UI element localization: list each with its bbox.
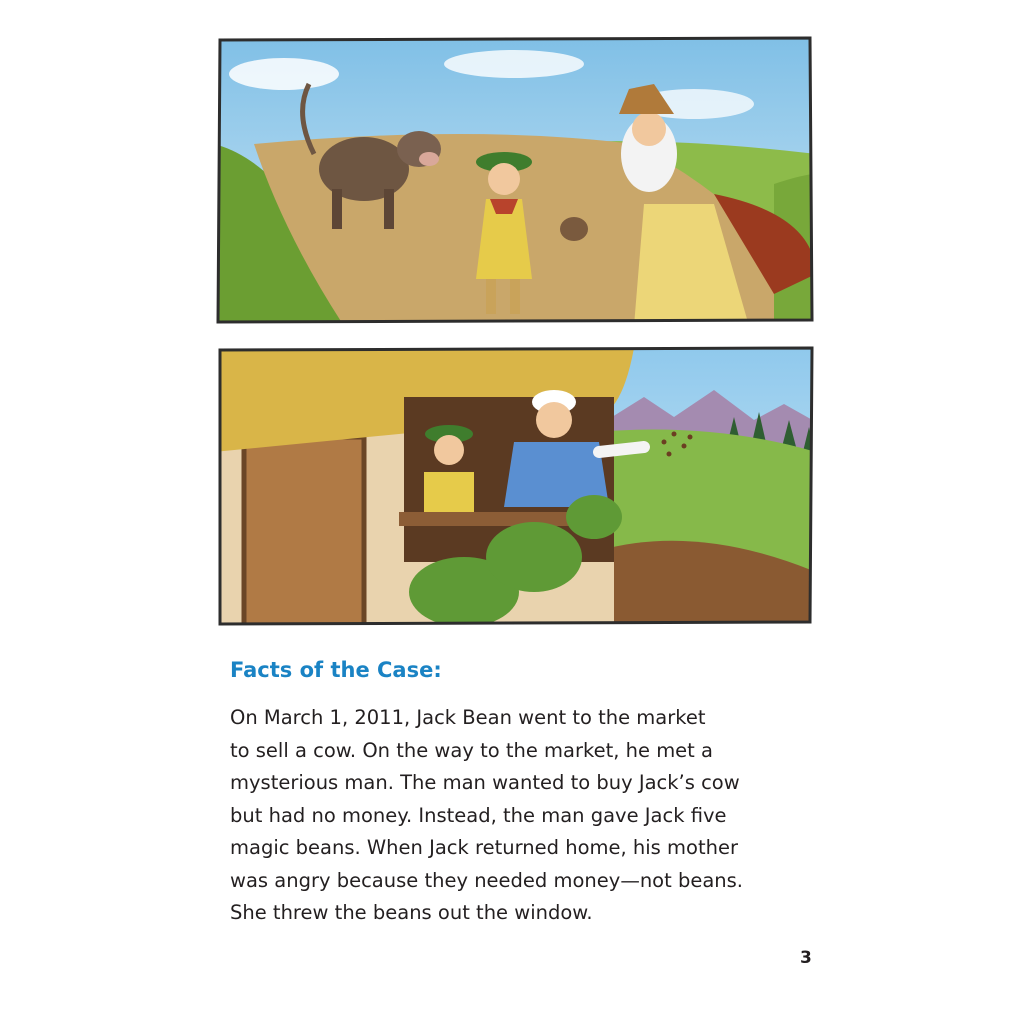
story-line: mysterious man. The man wanted to buy Jack’s cow — [230, 771, 740, 794]
cloud — [444, 50, 584, 78]
story-line: magic beans. When Jack returned home, his mother — [230, 836, 738, 859]
jack-in-window — [424, 425, 474, 522]
story-line: was angry because they needed money—not beans. — [230, 868, 743, 892]
story-paragraph — [230, 702, 830, 930]
page-number: 3 — [800, 948, 812, 968]
cloud — [229, 58, 339, 90]
story-line: to sell a cow. On the way to the market, he met a — [230, 738, 713, 762]
cottage-door — [244, 437, 364, 628]
story-line: On March 1, 2011, Jack Bean went to the market — [230, 706, 706, 729]
illustration-jack-meets-mysterious-man — [214, 34, 816, 326]
story-line: but had no money. Instead, the man gave Jack five — [230, 803, 727, 827]
illustration-mother-throws-beans — [214, 342, 816, 628]
section-heading: Facts of the Case: — [230, 658, 442, 682]
story-line: She threw the beans out the window. — [230, 901, 593, 924]
